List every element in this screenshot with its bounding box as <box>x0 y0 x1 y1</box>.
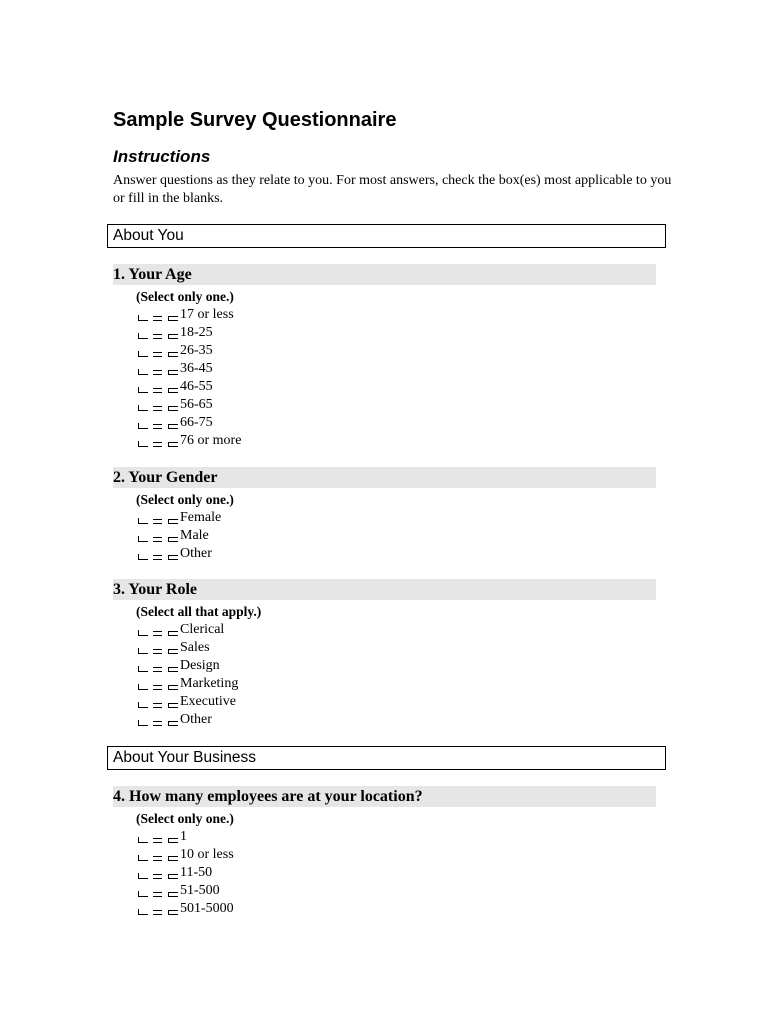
option-row[interactable] <box>136 414 656 432</box>
question-gender <box>113 467 656 563</box>
option-label: Marketing <box>180 676 239 691</box>
question-instruction: (Select only one.) <box>136 492 234 507</box>
option-row[interactable] <box>136 378 656 396</box>
option-row[interactable] <box>136 882 656 900</box>
checkbox-icon[interactable] <box>136 882 180 900</box>
checkbox-icon[interactable] <box>136 846 180 864</box>
question-instruction: (Select only one.) <box>136 289 234 304</box>
option-label: 46-55 <box>180 379 213 394</box>
question-role <box>113 579 656 729</box>
instructions-text: Answer questions as they relate to you. For most answers, check the box(es) most applicable to you or fill in the blanks. <box>113 173 672 206</box>
question-employees <box>113 786 656 918</box>
checkbox-icon[interactable] <box>136 693 180 711</box>
option-row[interactable] <box>136 324 656 342</box>
checkbox-icon[interactable] <box>136 545 180 563</box>
question-age <box>113 264 656 450</box>
option-label: Female <box>180 510 222 525</box>
section-header-about-you: About You <box>107 224 666 248</box>
options-list <box>113 828 656 918</box>
question-title: 3. Your Role <box>113 579 656 600</box>
checkbox-icon[interactable] <box>136 378 180 396</box>
checkbox-icon[interactable] <box>136 342 180 360</box>
option-label: 11-50 <box>180 865 213 880</box>
checkbox-icon[interactable] <box>136 639 180 657</box>
question-title: 4. How many employees are at your location? <box>113 786 656 807</box>
checkbox-icon[interactable] <box>136 621 180 639</box>
option-label: 56-65 <box>180 397 213 412</box>
question-instruction: (Select all that apply.) <box>136 604 262 619</box>
option-row[interactable] <box>136 306 656 324</box>
option-row[interactable] <box>136 900 656 918</box>
option-label: Design <box>180 658 220 673</box>
question-title: 1. Your Age <box>113 264 656 285</box>
checkbox-icon[interactable] <box>136 657 180 675</box>
option-label: Clerical <box>180 622 225 637</box>
options-list <box>113 509 656 563</box>
checkbox-icon[interactable] <box>136 414 180 432</box>
option-label: 66-75 <box>180 415 213 430</box>
option-row[interactable] <box>136 675 656 693</box>
checkbox-icon[interactable] <box>136 864 180 882</box>
option-label: Other <box>180 546 212 561</box>
option-label: 10 or less <box>180 847 234 862</box>
option-row[interactable] <box>136 828 656 846</box>
checkbox-icon[interactable] <box>136 711 180 729</box>
option-row[interactable] <box>136 846 656 864</box>
option-row[interactable] <box>136 342 656 360</box>
checkbox-icon[interactable] <box>136 900 180 918</box>
checkbox-icon[interactable] <box>136 396 180 414</box>
option-row[interactable] <box>136 545 656 563</box>
option-label: 501-5000 <box>180 901 234 916</box>
option-label: Executive <box>180 694 236 709</box>
option-label: 76 or more <box>180 433 242 448</box>
option-label: 26-35 <box>180 343 213 358</box>
options-list <box>113 621 656 729</box>
checkbox-icon[interactable] <box>136 509 180 527</box>
checkbox-icon[interactable] <box>136 675 180 693</box>
document-title: Sample Survey Questionnaire <box>113 109 397 131</box>
option-row[interactable] <box>136 509 656 527</box>
checkbox-icon[interactable] <box>136 527 180 545</box>
option-label: 17 or less <box>180 307 234 322</box>
question-instruction: (Select only one.) <box>136 811 234 826</box>
checkbox-icon[interactable] <box>136 306 180 324</box>
question-title: 2. Your Gender <box>113 467 656 488</box>
checkbox-icon[interactable] <box>136 828 180 846</box>
instructions-heading: Instructions <box>113 147 211 166</box>
option-label: 51-500 <box>180 883 220 898</box>
option-label: Sales <box>180 640 210 655</box>
option-row[interactable] <box>136 711 656 729</box>
option-label: Male <box>180 528 209 543</box>
option-label: 1 <box>180 829 187 844</box>
option-label: 18-25 <box>180 325 213 340</box>
option-row[interactable] <box>136 360 656 378</box>
option-row[interactable] <box>136 527 656 545</box>
option-label: Other <box>180 712 212 727</box>
option-row[interactable] <box>136 693 656 711</box>
option-row[interactable] <box>136 639 656 657</box>
checkbox-icon[interactable] <box>136 324 180 342</box>
option-row[interactable] <box>136 621 656 639</box>
option-row[interactable] <box>136 864 656 882</box>
checkbox-icon[interactable] <box>136 432 180 450</box>
options-list <box>113 306 656 450</box>
section-header-about-your-business: About Your Business <box>107 746 666 770</box>
option-row[interactable] <box>136 396 656 414</box>
option-row[interactable] <box>136 657 656 675</box>
checkbox-icon[interactable] <box>136 360 180 378</box>
option-row[interactable] <box>136 432 656 450</box>
option-label: 36-45 <box>180 361 213 376</box>
